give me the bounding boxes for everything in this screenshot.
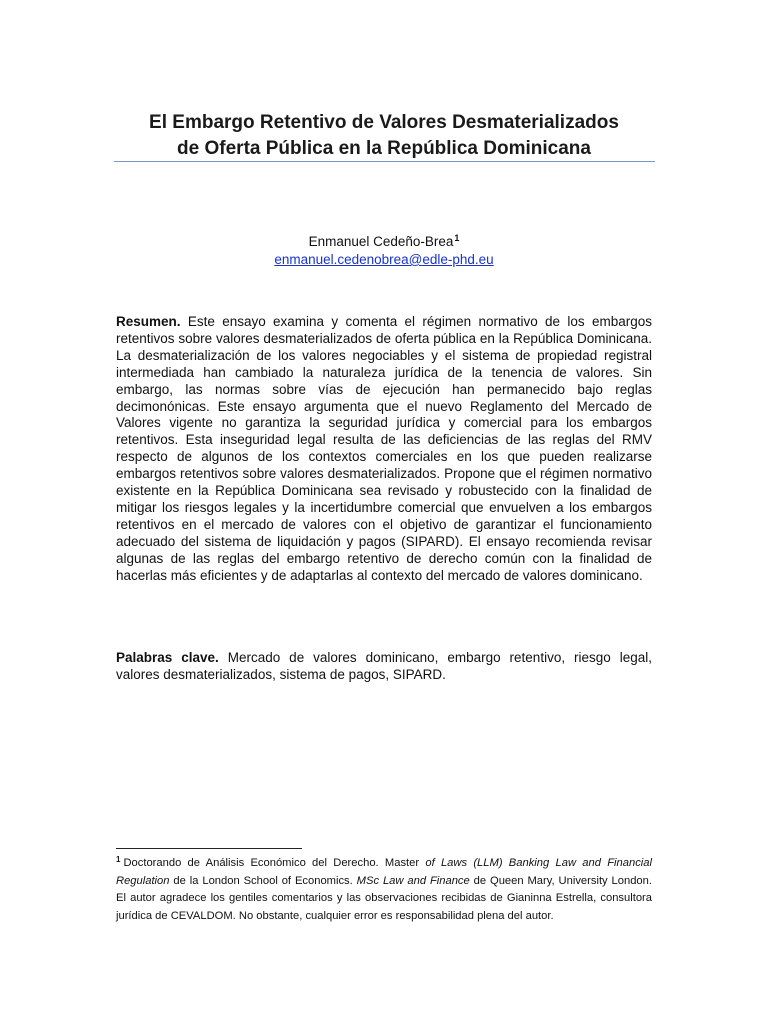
title-divider xyxy=(114,161,655,162)
document-title xyxy=(100,110,668,162)
keywords-label: Palabras clave. xyxy=(116,650,219,665)
author-name: Enmanuel Cedeño-Brea xyxy=(308,234,454,249)
footnote-text-2: de la London School of Economics. xyxy=(169,874,357,887)
footnote-degree-llm: of Laws (LLM) Banking Law and Financial Regulation xyxy=(116,857,652,887)
abstract-paragraph xyxy=(116,314,652,585)
footnote-text-1: Doctorando de Análisis Económico del Derecho. Master xyxy=(123,857,426,869)
author-email-link[interactable]: enmanuel.cedenobrea@edle-phd.eu xyxy=(274,252,494,267)
footnote-text-3: de Queen Mary, University London. El autor agradece los gentiles comentarios y las observaciones recibidas de Gianinna Estrella, consultora jurídica de CEVALDOM. No obstante, cualquier error es responsabilidad plena del autor. xyxy=(116,874,652,923)
keywords-text: Mercado de valores dominicano, embargo retentivo, riesgo legal, valores desmaterializados, sistema de pagos, SIPARD. xyxy=(116,650,652,682)
footnote-separator xyxy=(116,848,302,849)
abstract-label: Resumen. xyxy=(116,314,181,329)
author-footnote-marker[interactable]: 1 xyxy=(454,233,460,243)
footnote-marker: 1 xyxy=(116,855,121,864)
footnote-degree-msc: MSc Law and Finance xyxy=(356,874,470,887)
author-line xyxy=(100,229,668,251)
title-line-2: de Oferta Pública en la República Dominicana xyxy=(177,138,591,159)
keywords-paragraph xyxy=(116,650,652,684)
footnote xyxy=(116,851,652,926)
abstract-text: Este ensayo examina y comenta el régimen normativo de los embargos retentivos sobre valores desmaterializados de oferta pública en la República Dominicana. La desmaterialización de los valores negociables y el sistema de propiedad registral intermediada han cambiado la naturaleza jurídica de la tenencia de valores. Sin embargo, las normas sobre vías de ejecución han permanecido bajo reglas decimonónicas. Este ensayo argumenta que el nuevo Reglamento del Mercado de Valores vigente no garantiza la seguridad jurídica y comercial para los embargos retentivos. Esta inseguridad legal resulta de las deficiencias de las reglas del RMV respecto de algunos de los contextos comerciales en los que pueden realizarse embargos retentivos sobre valores desmaterializados. Propone que el régimen normativo existente en la República Dominicana sea revisado y robustecido con la finalidad de mitigar los riesgos legales y la incertidumbre comercial que envuelven a los embargos retentivos en el mercado de valores con el objetivo de garantizar el funcionamiento adecuado del sistema de liquidación y pagos (SIPARD). El ensayo recomienda revisar algunas de las reglas del embargo retentivo de derecho común con la finalidad de hacerlas más eficientes y de adaptarlas al contexto del mercado de valores dominicano. xyxy=(116,314,652,583)
author-block xyxy=(100,229,668,269)
title-line-1: El Embargo Retentivo de Valores Desmaterializados xyxy=(149,112,619,133)
